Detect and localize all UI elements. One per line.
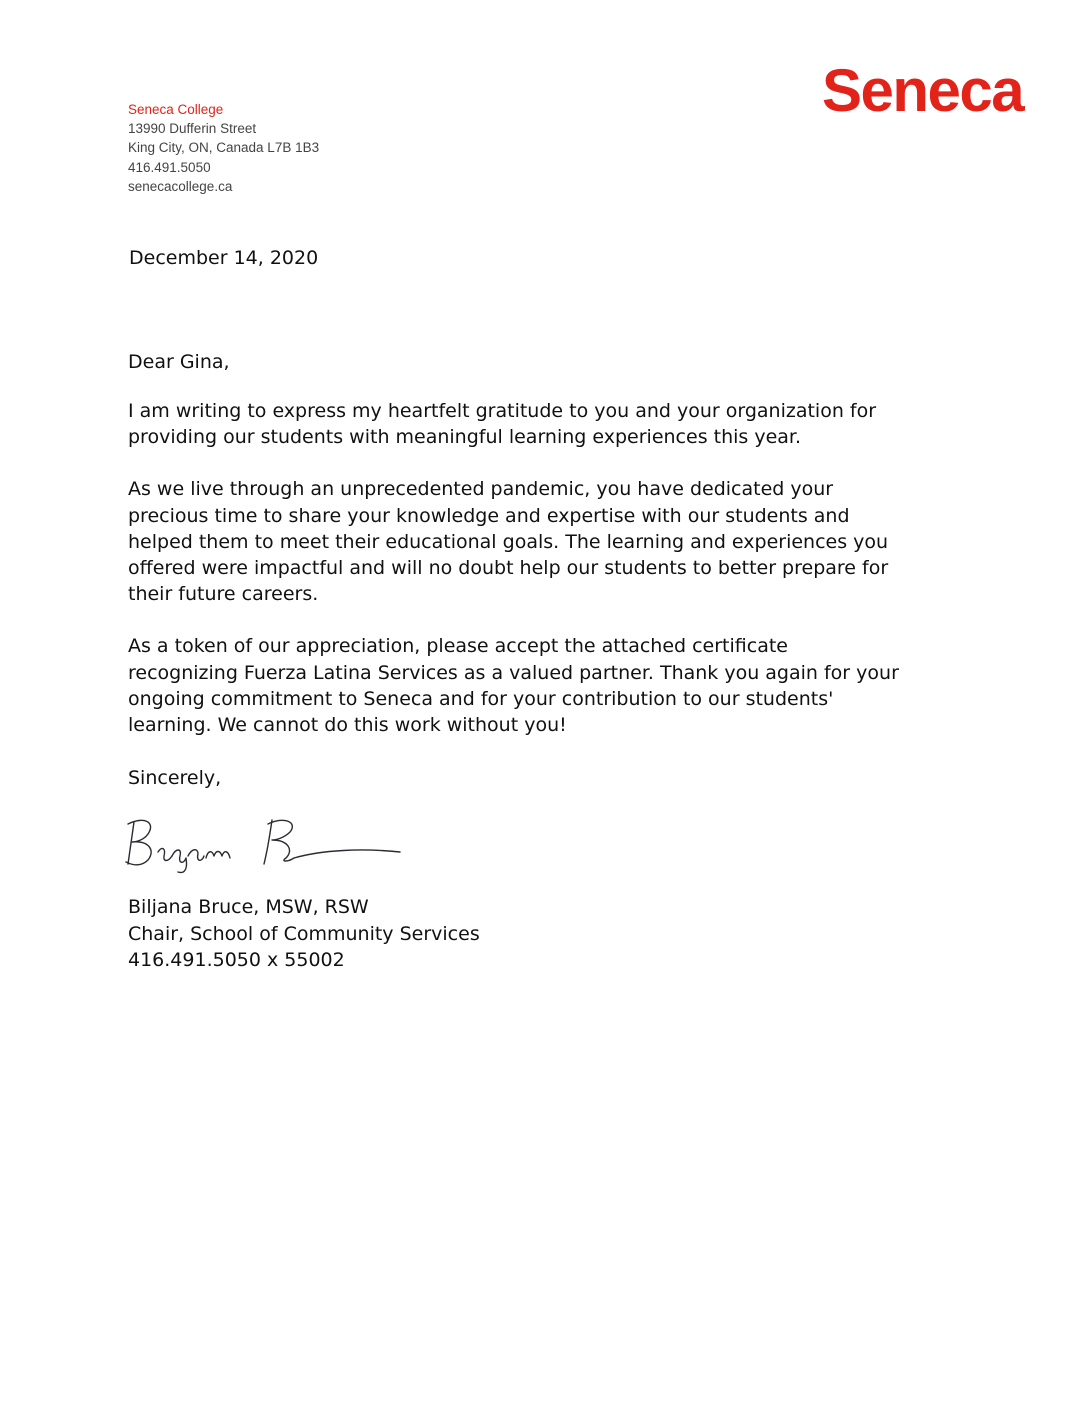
sender-address xyxy=(128,100,458,196)
closing: Sincerely, xyxy=(128,767,222,790)
signer-name: Biljana Bruce, MSW, RSW xyxy=(128,896,369,918)
paragraph-line: As a token of our appreciation, please accept the attached certificate xyxy=(128,635,788,658)
signer-title: Chair, School of Community Services xyxy=(128,922,480,945)
paragraph-3 xyxy=(128,633,968,738)
paragraph-line: As we live through an unprecedented pandemic, you have dedicated your xyxy=(128,478,834,501)
seneca-logo: Seneca xyxy=(822,57,1024,124)
salutation: Dear Gina, xyxy=(128,351,230,373)
paragraph-line: ongoing commitment to Seneca and for your contribution to our students' xyxy=(128,687,834,710)
sender-org-name: Seneca College xyxy=(128,102,224,117)
sender-street: 13990 Dufferin Street xyxy=(128,121,257,137)
paragraph-line: recognizing Fuerza Latina Services as a valued partner. Thank you again for your xyxy=(128,661,899,684)
signer-block xyxy=(128,894,628,974)
signer-phone: 416.491.5050 x 55002 xyxy=(128,949,345,971)
paragraph-line: learning. We cannot do this work without you! xyxy=(128,714,567,737)
handwritten-signature xyxy=(122,812,422,874)
paragraph-line: providing our students with meaningful learning experiences this year. xyxy=(128,426,802,449)
letter-body xyxy=(128,348,968,792)
sender-city: King City, ON, Canada L7B 1B3 xyxy=(128,140,320,156)
paragraph-1 xyxy=(128,398,968,450)
paragraph-line: offered were impactful and will no doubt help our students to better prepare for xyxy=(128,557,889,580)
sender-phone: 416.491.5050 xyxy=(128,159,211,175)
paragraph-line: their future careers. xyxy=(128,583,319,606)
letter-date: December 14, 2020 xyxy=(129,247,319,269)
paragraph-line: helped them to meet their educational goals. The learning and experiences you xyxy=(128,530,889,553)
sender-website: senecacollege.ca xyxy=(128,178,233,194)
paragraph-line: precious time to share your knowledge and expertise with our students and xyxy=(128,504,850,527)
paragraph-line: I am writing to express my heartfelt gratitude to you and your organization for xyxy=(128,400,877,422)
paragraph-2 xyxy=(128,476,968,607)
